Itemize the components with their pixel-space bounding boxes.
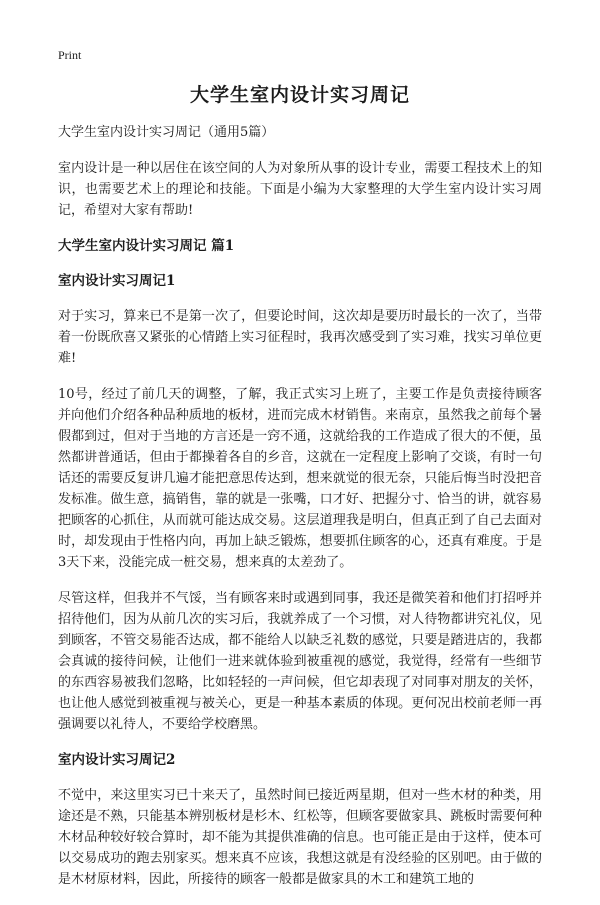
entry2-paragraph: 不觉中，来这里实习已十来天了，虽然时间已接近两星期，但对一些木材的种类，用途还是不熟，只能基本辨别板材是杉木、红松等，但顾客要做家具、跳板时需要何种木材品种较好较合算时，却不能为其提供准确的信息。也可能正是由于这样，使本可以交易成功的跑去别家买。想来真不应该，我想这就是有没经验的区别吧。由于做的是木材原材料，因此，所接待的顾客一般都是做家具的木工和建筑工地的 [58,788,542,887]
section-heading: 大学生室内设计实习周记 篇1 [58,238,235,254]
entry1-paragraph: 对于实习，算来已不是第一次了，但要论时间，这次却是要历时最长的一次了，当带着一份既欣喜又紧张的心情踏上实习征程时，我再次感受到了实习难，找实习单位更难! [58,309,542,366]
entry1-paragraph: 尽管这样，但我并不气馁，当有顾客来时或遇到同事，我还是微笑着和他们打招呼并招待他们，因为从前几次的实习后，我就养成了一个习惯，对人待物都讲究礼仪，见到顾客，不管交易能否达成，都不能给人以缺乏礼数的感觉，只要是踏进店的，我都会真诚的接待问候，让他们一进来就体验到被重视的感觉，我觉得，经常有一些细节的东西容易被我们忽略，比如轻轻的一声问候，但它却表现了对同事对朋友的关怀，也让他人感觉到被重视与被关心，更是一种基本素质的体现。更何况出校前老师一再强调要以礼待人，不要给学校磨黑。 [58,591,542,732]
entry2-heading: 室内设计实习周记2 [58,752,176,768]
document-subtitle: 大学生室内设计实习周记（通用5篇） [58,125,275,140]
entry1-heading: 室内设计实习周记1 [58,273,176,289]
intro-paragraph: 室内设计是一种以居住在该空间的人为对象所从事的设计专业，需要工程技术上的知识，也需要艺术上的理论和技能。下面是小编为大家整理的大学生室内设计实习周记，希望对大家有帮助! [58,161,542,218]
document-title: 大学生室内设计实习周记 [189,84,410,106]
document-body [58,122,542,905]
print-link[interactable]: Print [58,48,82,62]
entry1-paragraph: 10号，经过了前几天的调整，了解，我正式实习上班了，主要工作是负责接待顾客并向他们介绍各种品种质地的板材，进而完成木材销售。来南京，虽然我之前每个暑假都到过，但对于当地的方言还是一窍不通，这就给我的工作造成了很大的不便，虽然都讲普通话，但由于都操着各自的乡音，这就在一定程度上影响了交谈，有时一句话还的需要反复讲几遍才能把意思传达到，想来就觉的很无奈，只能后悔当时没把音发标准。做生意，搞销售，靠的就是一张嘴，口才好、把握分寸、恰当的讲，就容易把顾客的心抓住，从而就可能达成交易。这层道理我是明白，但真正到了自己去面对时，却发现由于性格内向，再加上缺乏锻炼，想要抓住顾客的心，还真有难度。于是3天下来，没能完成一桩交易，想来真的太差劲了。 [58,387,542,570]
